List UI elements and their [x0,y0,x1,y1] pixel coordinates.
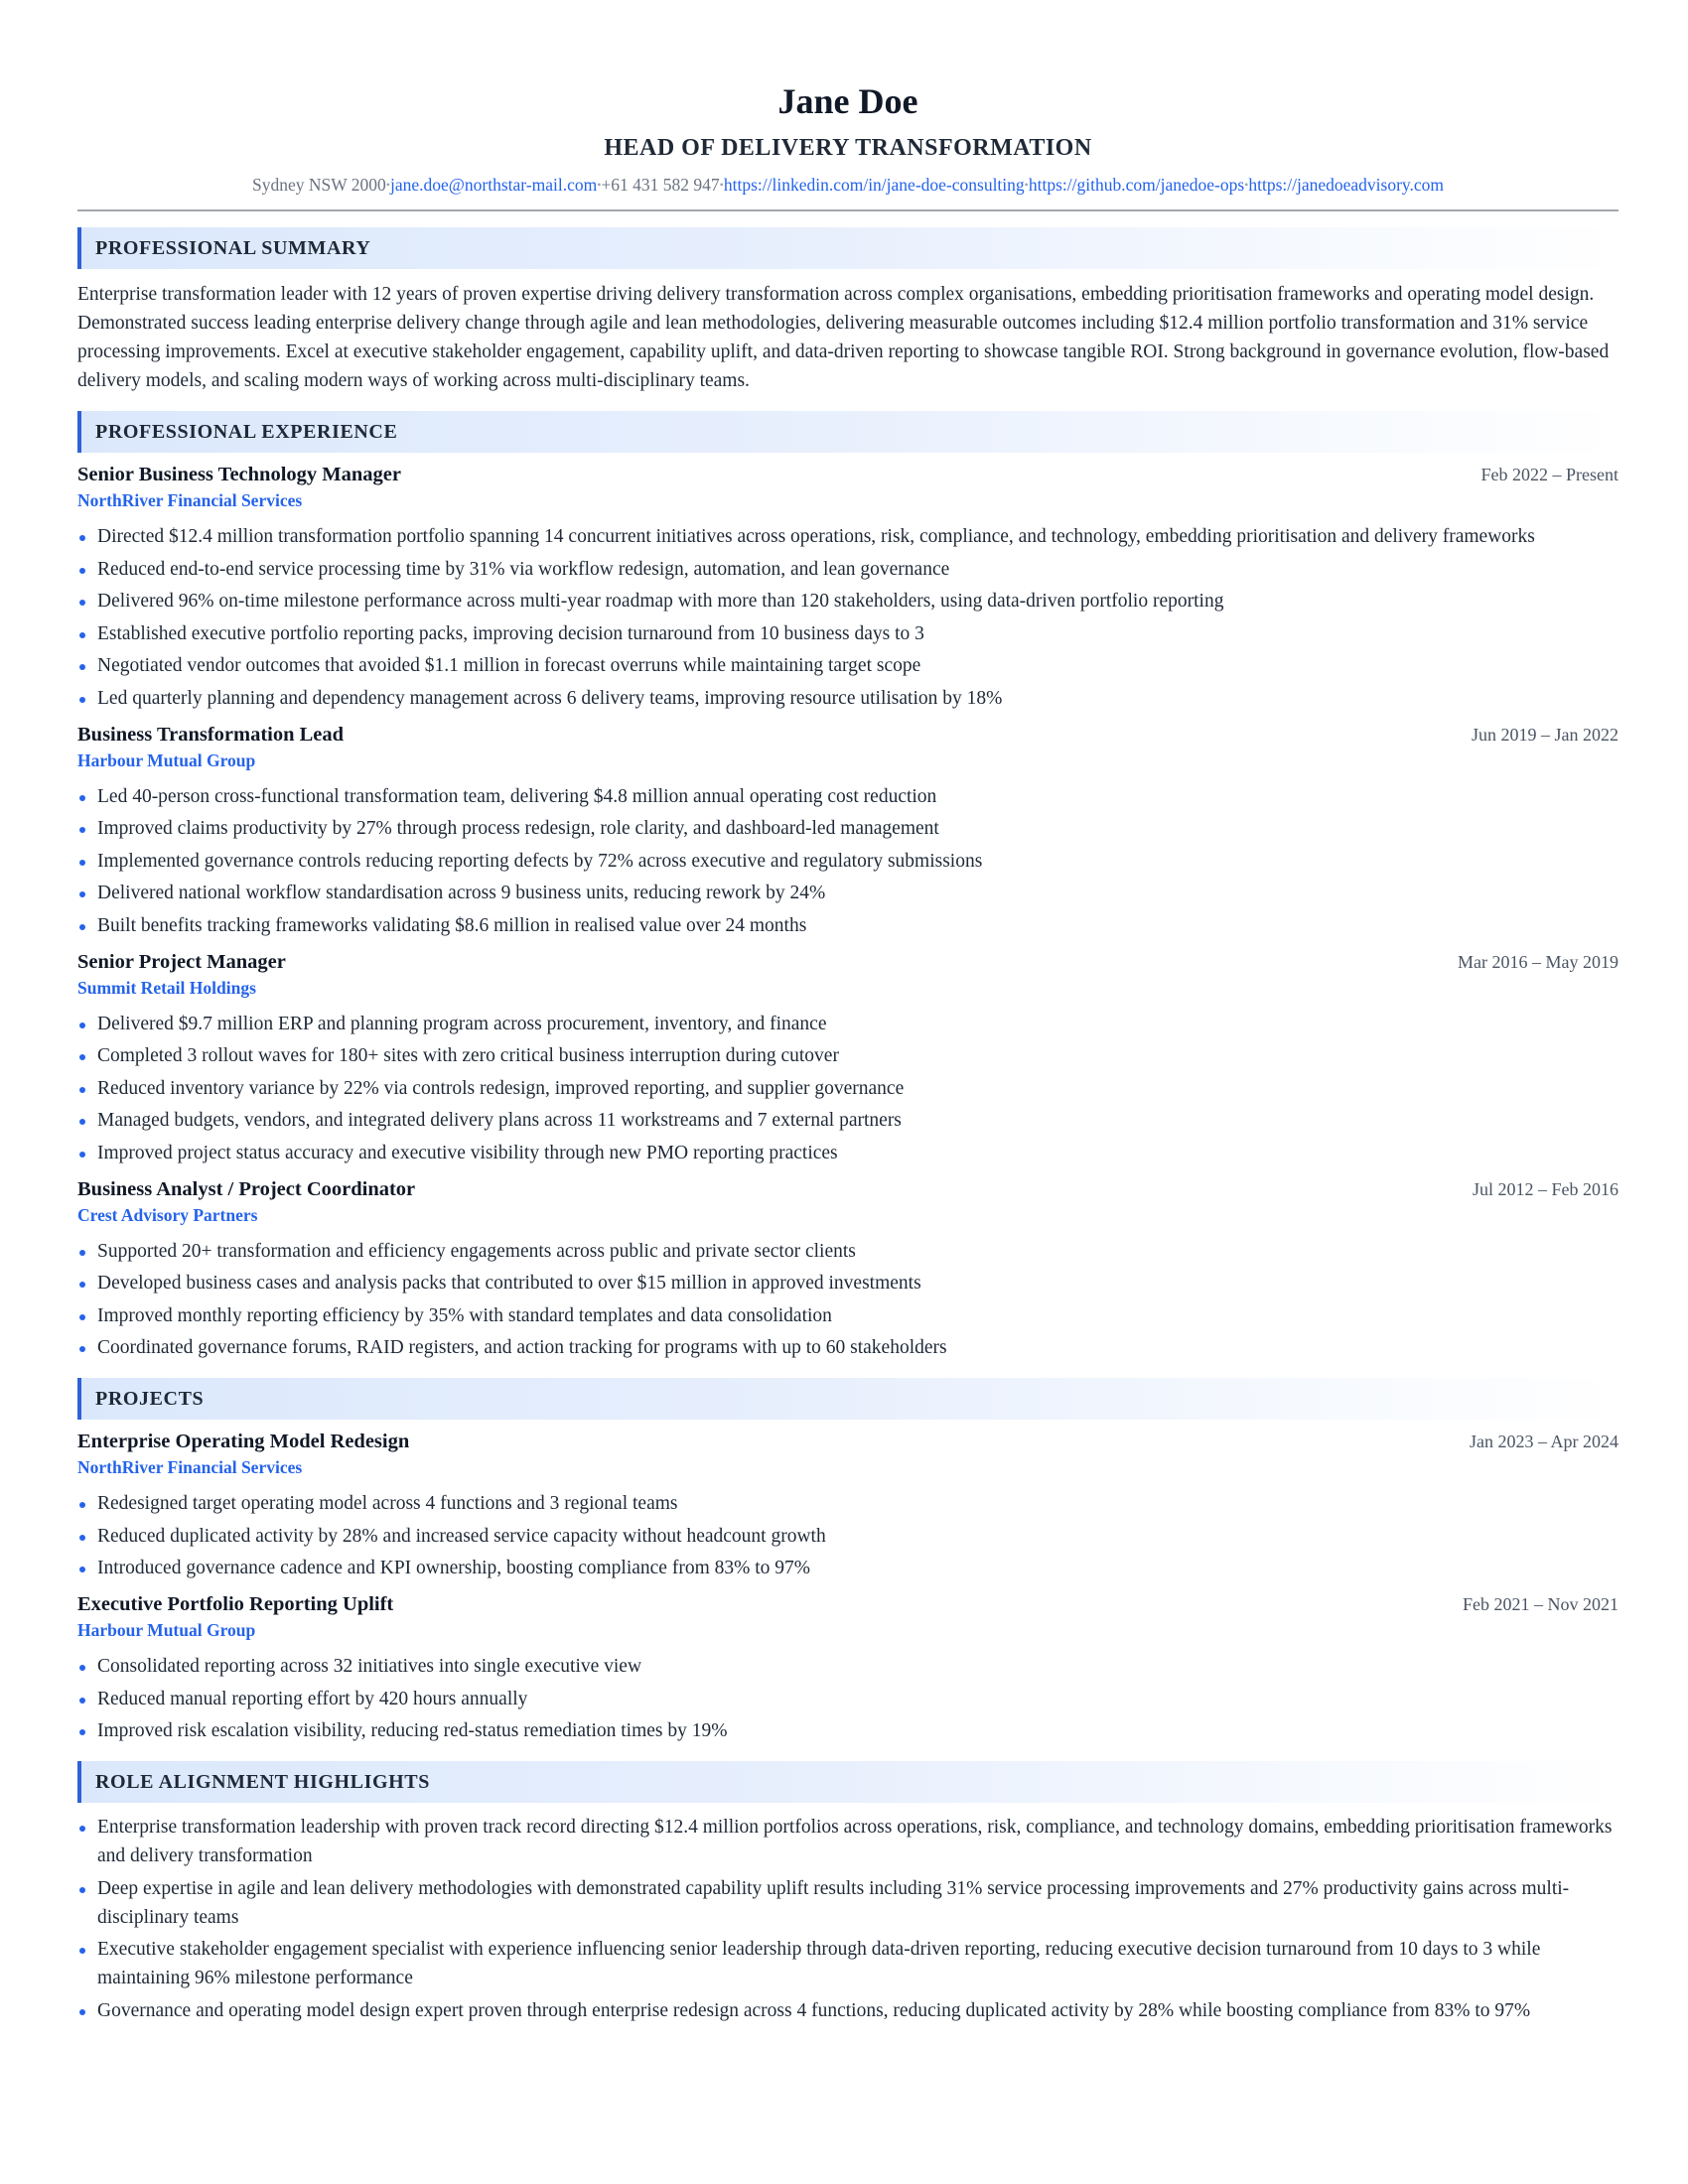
resume-page [77,79,1618,2028]
entry-title: Executive Portfolio Reporting Uplift [77,1593,394,1615]
bullet-item: Implemented governance controls reducing reporting defects by 72% across executive and regulatory submissions [77,847,1618,876]
bullet-item: Delivered 96% on-time milestone performance across multi-year roadmap with more than 120 stakeholders, using data-driven portfolio reporting [77,587,1618,615]
candidate-name: Jane Doe [777,81,918,121]
bullet-item: Reduced duplicated activity by 28% and increased service capacity without headcount growth [77,1522,1618,1551]
section-title: ROLE ALIGNMENT HIGHLIGHTS [95,1770,430,1793]
entry-organisation: Crest Advisory Partners [77,1204,258,1225]
section-title: PROFESSIONAL SUMMARY [95,236,371,259]
entry-organisation: NorthRiver Financial Services [77,490,303,510]
entry-dates: Jan 2023 – Apr 2024 [1470,1432,1618,1451]
entry-bullets [77,782,1618,940]
entry-bullets [77,1489,1618,1582]
entry-header [77,1175,1618,1203]
entry-organisation: NorthRiver Financial Services [77,1457,303,1477]
bullet-item: Improved claims productivity by 27% through process redesign, role clarity, and dashboard-led management [77,814,1618,843]
entry-title: Business Transformation Lead [77,723,345,746]
contact-github-link[interactable]: https://github.com/janedoe-ops [1028,175,1245,195]
bullet-item: Managed budgets, vendors, and integrated delivery plans across 11 workstreams and 7 external partners [77,1106,1618,1135]
contact-separator: • [385,178,390,192]
entry-bullets [77,522,1618,713]
entry-title: Enterprise Operating Model Redesign [77,1431,410,1452]
entry-header [77,721,1618,749]
alignment-list [77,1813,1618,2025]
entry-header [77,948,1618,976]
entry-title: Senior Business Technology Manager [77,464,401,485]
contact-linkedin-link[interactable]: https://linkedin.com/in/jane-doe-consulting [723,175,1025,195]
experience-entry [77,948,1618,1167]
bullet-item: Delivered national workflow standardisation across 9 business units, reducing rework by 24% [77,879,1618,907]
experience-entry [77,721,1618,940]
section-header-projects [77,1378,1618,1420]
entry-header [77,1428,1618,1455]
section-header-experience [77,411,1618,453]
entry-bullets [77,1652,1618,1745]
bullet-item: Reduced inventory variance by 22% via controls redesign, improved reporting, and supplier governance [77,1074,1618,1103]
project-entry [77,1428,1618,1582]
entry-title: Senior Project Manager [77,950,286,973]
alignment-item: Deep expertise in agile and lean delivery methodologies with demonstrated capability uplift results including 31% service processing improvements and 27% productivity gains across multi-disciplinary teams [77,1874,1618,1932]
bullet-item: Led quarterly planning and dependency management across 6 delivery teams, improving resource utilisation by 18% [77,684,1618,713]
bullet-item: Reduced manual reporting effort by 420 hours annually [77,1685,1618,1713]
contact-separator: • [1024,178,1029,192]
bullet-item: Coordinated governance forums, RAID registers, and action tracking for programs with up to 60 stakeholders [77,1333,1618,1362]
bullet-item: Developed business cases and analysis packs that contributed to over $15 million in approved investments [77,1269,1618,1297]
section-header-summary [77,227,1618,269]
contact-separator: • [597,178,602,192]
summary-paragraph: Enterprise transformation leader with 12 years of proven expertise driving delivery transformation across complex organisations, embedding prioritisation frameworks and operating model design. Demonstrated success leading enterprise delivery change through agile and lean methodologies, delivering measurable outcomes including $12.4 million portfolio transformation and 31% service processing improvements. Excel at executive stakeholder engagement, capability uplift, and data-driven reporting to showcase tangible ROI. Strong background in governance evolution, flow-based delivery models, and scaling modern ways of working across multi-disciplinary teams. [77,284,1610,391]
bullet-item: Led 40-person cross-functional transformation team, delivering $4.8 million annual operating cost reduction [77,782,1618,811]
entry-organisation: Harbour Mutual Group [77,1620,256,1640]
bullet-item: Established executive portfolio reporting packs, improving decision turnaround from 10 business days to 3 [77,619,1618,648]
entry-header [77,1590,1618,1618]
contact-phone: +61 431 582 947 [601,175,720,195]
alignment-item: Executive stakeholder engagement specialist with experience influencing senior leadership through data-driven reporting, reducing executive decision turnaround from 10 days to 3 while maintaining 96% milestone performance [77,1935,1618,1992]
header-divider [77,209,1618,211]
entry-bullets [77,1010,1618,1167]
experience-entry [77,461,1618,713]
bullet-item: Redesigned target operating model across 4 functions and 3 regional teams [77,1489,1618,1518]
contact-separator: • [719,178,724,192]
bullet-item: Improved monthly reporting efficiency by 35% with standard templates and data consolidation [77,1301,1618,1330]
contact-location: Sydney NSW 2000 [251,175,386,195]
section-title: PROFESSIONAL EXPERIENCE [95,420,398,443]
bullet-item: Improved project status accuracy and executive visibility through new PMO reporting practices [77,1139,1618,1167]
entry-header [77,461,1618,488]
bullet-item: Consolidated reporting across 32 initiatives into single executive view [77,1652,1618,1681]
entry-dates: Jun 2019 – Jan 2022 [1472,724,1618,745]
entry-dates: Feb 2021 – Nov 2021 [1463,1594,1618,1614]
bullet-item: Supported 20+ transformation and efficiency engagements across public and private sector clients [77,1237,1618,1266]
contact-separator: • [1244,178,1249,192]
project-entry [77,1590,1618,1745]
contact-email-link[interactable]: jane.doe@northstar-mail.com [390,175,598,195]
entry-dates: Feb 2022 – Present [1480,465,1618,484]
contact-website-link[interactable]: https://janedoeadvisory.com [1248,175,1445,195]
alignment-item: Enterprise transformation leadership with proven track record directing $12.4 million portfolios across operations, risk, compliance, and technology domains, embedding prioritisation frameworks and delivery transformation [77,1813,1618,1870]
entry-dates: Jul 2012 – Feb 2016 [1472,1178,1618,1199]
bullet-item: Directed $12.4 million transformation portfolio spanning 14 concurrent initiatives across operations, risk, compliance, and technology, embedding prioritisation and delivery frameworks [77,522,1618,551]
bullet-item: Built benefits tracking frameworks validating $8.6 million in realised value over 24 months [77,911,1618,940]
experience-list [77,461,1618,1362]
contact-line [77,173,1618,199]
bullet-item: Negotiated vendor outcomes that avoided $1.1 million in forecast overruns while maintaining target scope [77,651,1618,680]
bullet-item: Delivered $9.7 million ERP and planning program across procurement, inventory, and finance [77,1010,1618,1038]
section-header-alignment [77,1761,1618,1803]
bullet-item: Improved risk escalation visibility, reducing red-status remediation times by 19% [77,1716,1618,1745]
section-title: PROJECTS [95,1387,205,1410]
bullet-item: Introduced governance cadence and KPI ownership, boosting compliance from 83% to 97% [77,1554,1618,1582]
experience-entry [77,1175,1618,1363]
entry-organisation: Summit Retail Holdings [77,977,256,998]
entry-title: Business Analyst / Project Coordinator [77,1177,416,1200]
bullet-item: Reduced end-to-end service processing time by 31% via workflow redesign, automation, and lean governance [77,555,1618,584]
alignment-item: Governance and operating model design expert proven through enterprise redesign across 4 functions, reducing duplicated activity by 28% while boosting compliance from 83% to 97% [77,1996,1618,2025]
bullet-item: Completed 3 rollout waves for 180+ sites with zero critical business interruption during cutover [77,1041,1618,1070]
entry-organisation: Harbour Mutual Group [77,750,256,770]
projects-list [77,1428,1618,1745]
entry-bullets [77,1237,1618,1363]
candidate-headline: HEAD OF DELIVERY TRANSFORMATION [604,135,1092,161]
entry-dates: Mar 2016 – May 2019 [1458,951,1618,972]
